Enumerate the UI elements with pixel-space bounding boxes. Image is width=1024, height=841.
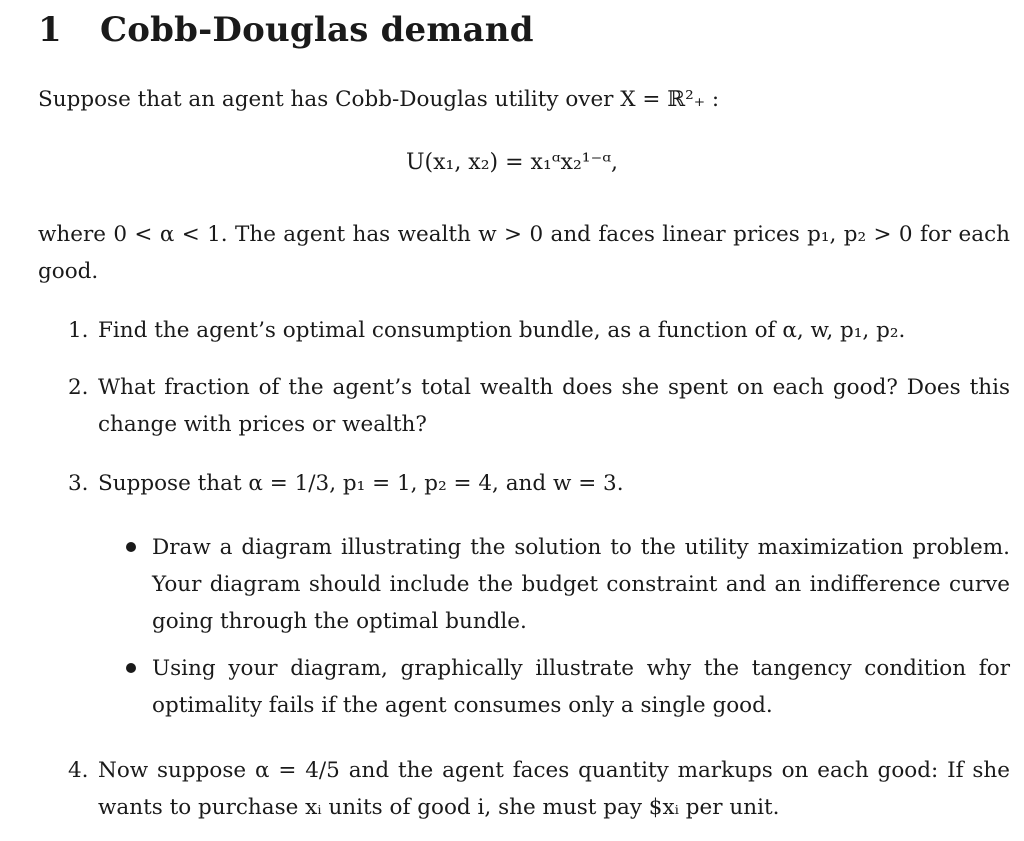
bullet-dot-icon bbox=[126, 542, 136, 552]
question-1 bbox=[68, 312, 1010, 349]
question-3-label: 3. bbox=[68, 471, 89, 496]
utility-equation: U(x₁, x₂) = x₁ᵅx₂¹⁻ᵅ, bbox=[405, 150, 619, 175]
bullet-dot-icon bbox=[126, 663, 136, 673]
question-1-label: 1. bbox=[68, 318, 89, 343]
section-heading bbox=[38, 10, 534, 50]
assumptions-paragraph: where 0 < α < 1. The agent has wealth w > 0 and faces linear prices p₁, p₂ > 0 for each good. bbox=[38, 222, 1010, 284]
sub-bullet-2-text: Using your diagram, graphically illustrate why the tangency condition for optimality fails if the agent consumes only a single good. bbox=[152, 656, 1010, 718]
sub-bullet-1-text: Draw a diagram illustrating the solution to the utility maximization problem. Your diagram should include the budget constraint and an indifference curve going through the optimal bundle. bbox=[152, 535, 1010, 634]
question-4 bbox=[68, 752, 1010, 826]
question-2-label: 2. bbox=[68, 375, 89, 400]
sub-bullet-1 bbox=[126, 529, 1010, 640]
question-2 bbox=[68, 369, 1010, 443]
question-2-text: What fraction of the agent’s total wealth does she spent on each good? Does this change with prices or wealth? bbox=[98, 375, 1010, 437]
sub-bullet-2 bbox=[126, 650, 1010, 724]
intro-paragraph: Suppose that an agent has Cobb-Douglas utility over X = ℝ²₊ : bbox=[38, 87, 720, 112]
question-3 bbox=[68, 465, 1010, 502]
section-number: 1 bbox=[38, 10, 62, 50]
question-4-text: Now suppose α = 4/5 and the agent faces quantity markups on each good: If she wants to purchase xᵢ units of good i, she must pay $xᵢ per unit. bbox=[98, 758, 1010, 820]
question-1-text: Find the agent’s optimal consumption bundle, as a function of α, w, p₁, p₂. bbox=[98, 318, 906, 343]
question-4-label: 4. bbox=[68, 758, 89, 783]
question-3-text: Suppose that α = 1/3, p₁ = 1, p₂ = 4, and w = 3. bbox=[98, 471, 624, 496]
section-title: Cobb-Douglas demand bbox=[100, 10, 534, 50]
